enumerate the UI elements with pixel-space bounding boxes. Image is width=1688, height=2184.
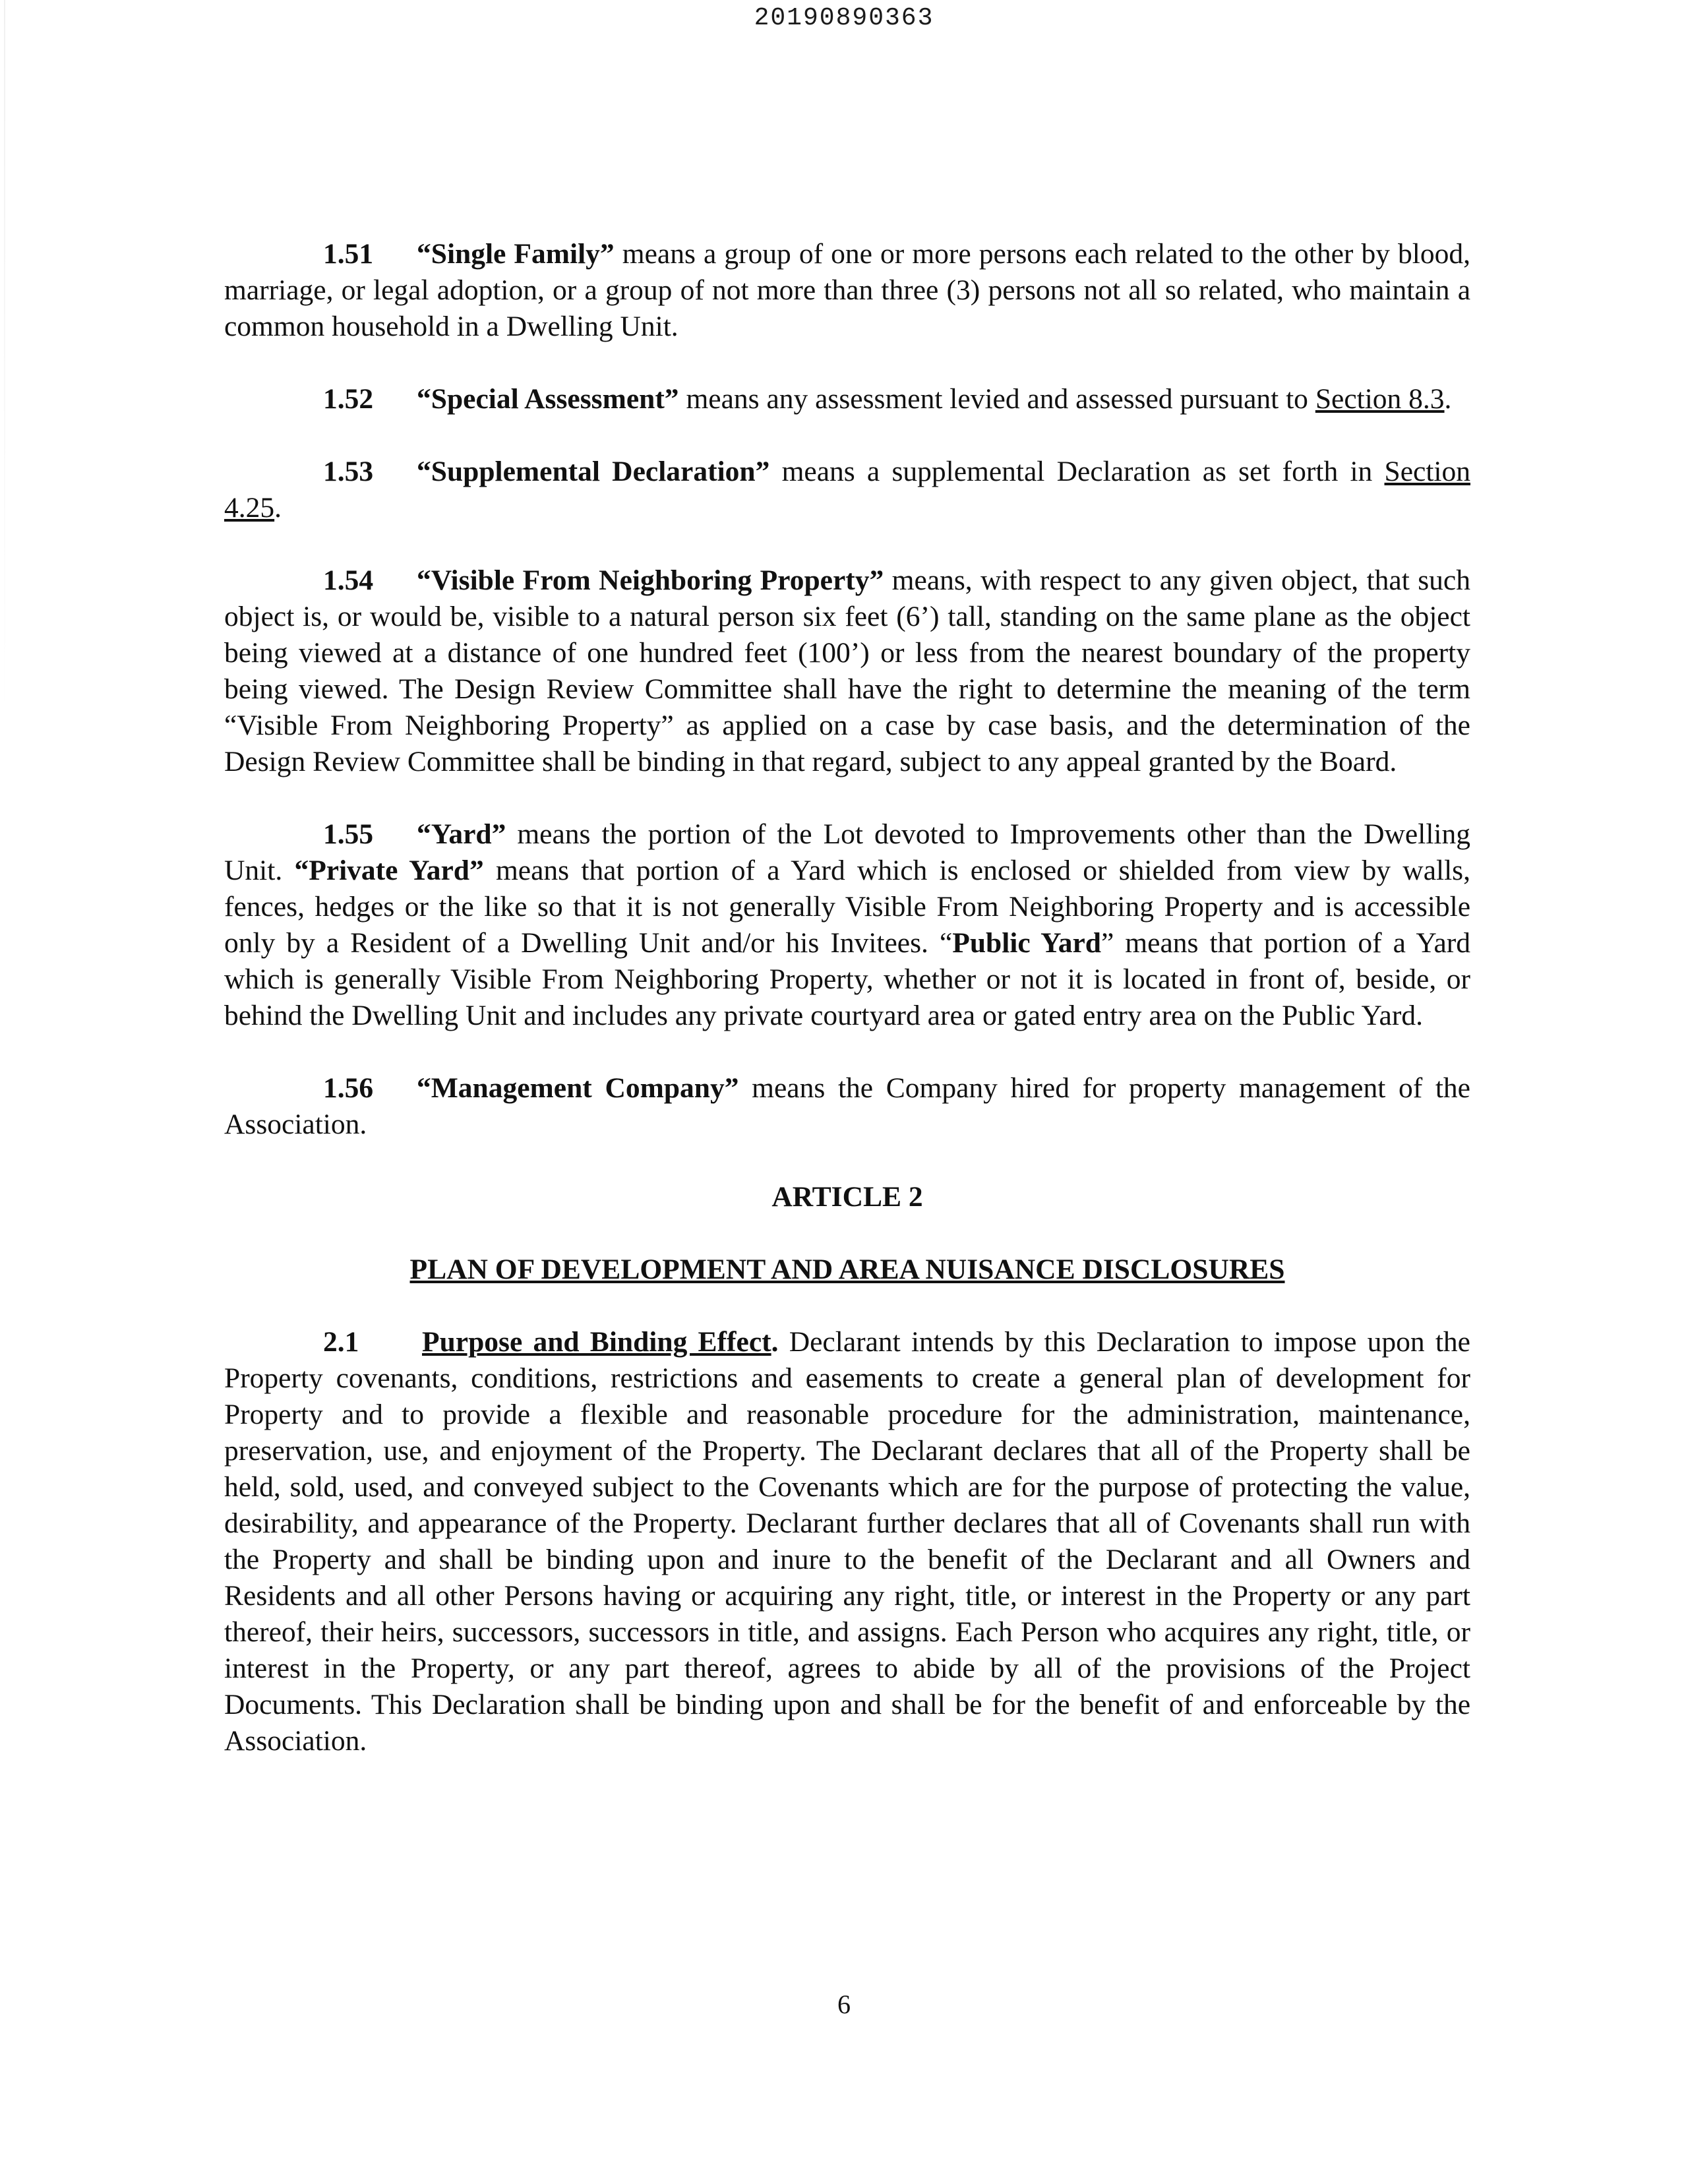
defined-term: “Special Assessment” [417, 383, 679, 415]
defined-term: “Yard” [417, 818, 506, 850]
section-2-1 [224, 1324, 1470, 1759]
defined-term: “Management Company” [417, 1072, 739, 1104]
defined-term-private-yard: “Private Yard” [294, 855, 484, 886]
section-number: 1.53 [323, 456, 374, 487]
page-number: 6 [837, 1989, 851, 2019]
section-number: 1.54 [323, 564, 374, 596]
definition-1-55 [224, 816, 1470, 1034]
definition-1-54 [224, 562, 1470, 780]
section-number: 2.1 [323, 1326, 359, 1358]
definition-tail: . [274, 492, 282, 524]
definition-tail: . [1444, 383, 1452, 415]
definition-text: means a group of one or more persons each related to the other by blood, marriage, or legal adoption, or a group of not more than three (3) persons not all so related, who maintain a common household in a Dwelling Unit. [224, 238, 1470, 342]
section-reference: Section 8.3 [1315, 383, 1445, 415]
definition-text-private-yard: means that portion of a Yard which is enclosed or shielded from view by walls, fences, hedges or the like so that it is not generally Visible From Neighboring Property and is accessible only by a Resident of a Dwelling Unit and/or his Invitees. “ [224, 855, 1470, 959]
section-reference: Section 4.25 [224, 456, 1470, 524]
recording-number: 20190890363 [754, 4, 934, 32]
defined-term: “Supplemental Declaration” [417, 456, 770, 487]
definition-text: means a supplemental Declaration as set forth in [769, 456, 1385, 487]
definition-1-53 [224, 454, 1470, 526]
document-body [224, 236, 1470, 1796]
section-number: 1.52 [323, 383, 374, 415]
definition-1-52 [224, 381, 1470, 417]
definition-1-56 [224, 1070, 1470, 1143]
section-text: Declarant intends by this Declaration to impose upon the Property covenants, conditions, restrictions and easements to create a general plan of development for Property and to provide a flexible and reasonable procedure for the administration, maintenance, preservation, use, and enjoyment of the Property. The Declarant declares that all of the Property shall be held, sold, used, and conveyed subject to the Covenants which are for the purpose of protecting the value, desirability, and appearance of the Property. Declarant further declares that all of Covenants shall run with the Property and shall be binding upon and inure to the benefit of the Declarant and all Owners and Residents and all other Persons having or acquiring any right, title, or interest in the Property or any part thereof, their heirs, successors, successors in title, and assigns. Each Person who acquires any right, title, or interest in the Property, or any part thereof, agrees to abide by all of the provisions of the Project Documents. This Declaration shall be binding upon and shall be for the benefit of and enforceable by the Association. [224, 1326, 1470, 1757]
section-number: 1.55 [323, 818, 374, 850]
definition-text-public-yard: ” means that portion of a Yard which is generally Visible From Neighboring Property, whether or not it is located in front of, beside, or behind the Dwelling Unit and includes any private courtyard area or gated entry area on the Public Yard. [224, 927, 1471, 1031]
defined-term: “Visible From Neighboring Property” [417, 564, 884, 596]
definition-text: means the Company hired for property management of the Association. [224, 1072, 1470, 1140]
defined-term-public-yard: Public Yard [952, 927, 1101, 959]
section-number: 1.56 [323, 1072, 374, 1104]
section-number: 1.51 [323, 238, 374, 270]
defined-term: “Single Family” [417, 238, 615, 270]
article-subtitle: PLAN OF DEVELOPMENT AND AREA NUISANCE DISCLOSURES [409, 1254, 1285, 1285]
definition-text: means, with respect to any given object, that such object is, or would be, visible to a natural person six feet (6’) tall, standing on the same plane as the object being viewed at a distance of one hundred feet (100’) or less from the nearest boundary of the property being viewed. The Design Review Committee shall have the right to determine the meaning of the term “Visible From Neighboring Property” as applied on a case by case basis, and the determination of the Design Review Committee shall be binding in that regard, subject to any appeal granted by the Board. [224, 564, 1470, 777]
section-heading: Purpose and Binding Effect [422, 1326, 771, 1358]
definition-text: means any assessment levied and assessed pursuant to [678, 383, 1315, 415]
definition-text: means the portion of the Lot devoted to Improvements other than the Dwelling Unit. [224, 818, 1470, 886]
article-title: ARTICLE 2 [771, 1181, 923, 1213]
definition-1-51 [224, 236, 1470, 345]
scan-edge-shadow [4, 0, 5, 725]
section-heading-tail: . [771, 1326, 779, 1358]
